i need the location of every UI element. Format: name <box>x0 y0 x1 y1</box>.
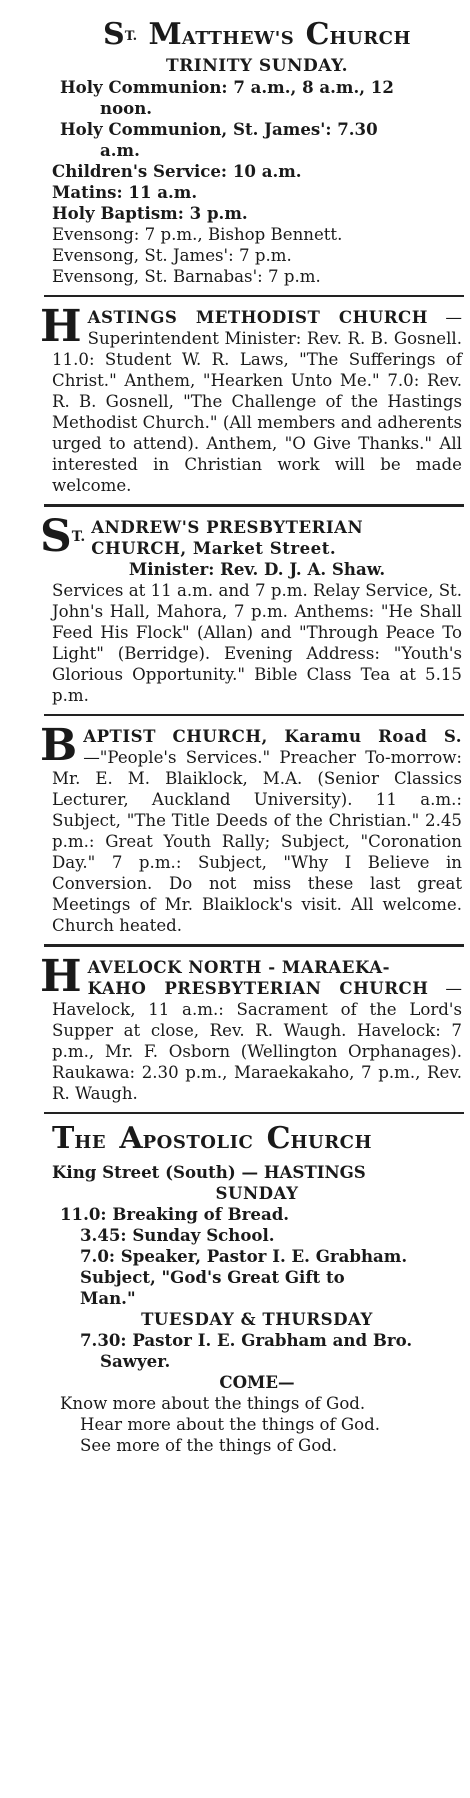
baptist-body: —"People's Services." Preacher To-morrow: Mr. E. M. Blaiklock, M.A. (Senior Classics Lecturer, Auckland University). 11 a.m.: Subject, "The Title Deeds of the Christian." 2.45 p.m.: Great Youth Rally; Subject, "Coronation Day." 7 p.m.: Subject, "Why I Believe in Conversion. Do not miss these last great Meetings of Mr. Blaiklock's visit. All welcome. Church heated. <box>52 748 462 935</box>
st-andrews-notice <box>0 511 470 706</box>
service-line: Holy Communion: 7 a.m., 8 a.m., 12 <box>60 77 394 97</box>
drop-cap-letter: S <box>40 511 72 562</box>
drop-cap: H <box>40 951 82 1002</box>
heading-rest: ATTHEW'S <box>181 28 295 49</box>
apostolic-item: Sawyer. <box>100 1351 171 1371</box>
drop-cap <box>40 511 86 562</box>
heading-initial: A <box>119 1121 143 1156</box>
apostolic-heading <box>52 1121 462 1162</box>
baptist-heading: APTIST CHURCH, Karamu Road S. <box>83 726 462 746</box>
apostolic-item: Man." <box>80 1288 136 1308</box>
havelock-body: —Havelock, 11 a.m.: Sacrament of the Lord's Supper at close, Rev. R. Waugh. Havelock: 7 p.m., Mr. F. Osborn (Wellington Orphanages). Raukawa: 2.30 p.m., Maraekakaho, 7 p.m., Rev. R. Waugh. <box>52 979 462 1103</box>
heading-rest: POSTOLIC <box>142 1132 254 1153</box>
heading-rest: HURCH <box>329 28 411 49</box>
service-line: Children's Service: 10 a.m. <box>52 161 302 181</box>
column-divider <box>44 504 464 507</box>
apostolic-come: COME— <box>219 1372 295 1392</box>
drop-cap-sup: T. <box>71 529 86 545</box>
st-matthews-notice <box>0 17 470 287</box>
apostolic-item: Subject, "God's Great Gift to <box>80 1267 345 1287</box>
hastings-methodist-body: —Superintendent Minister: Rev. R. B. Gosnell. 11.0: Student W. R. Laws, "The Sufferings of Christ." Anthem, "Hearken Unto Me." 7.0: Rev. R. B. Gosnell, "The Challenge of the Hastings Methodist Church." (All members and adherents urged to attend). Anthem, "O Give Thanks." All interested in Christian work will be made welcome. <box>52 308 463 495</box>
havelock-notice <box>0 951 470 1104</box>
heading-rest: HE <box>74 1132 107 1153</box>
st-andrews-body: Services at 11 a.m. and 7 p.m. Relay Service, St. John's Hall, Mahora, 7 p.m. Anthems: "He Shall Feed His Flock" (Allan) and "Through Peace To Light" (Berridge). Evening Address: "Youth's Glorious Opportunity." Bible Class Tea at 5.15 p.m. <box>52 581 462 705</box>
heading-initial: S <box>103 17 125 52</box>
apostolic-address: King Street (South) — HASTINGS <box>52 1162 366 1182</box>
heading-sup: T. <box>124 29 138 44</box>
heading-initial: M <box>148 17 182 52</box>
apostolic-item: 11.0: Breaking of Bread. <box>60 1204 290 1224</box>
service-line: Evensong: 7 p.m., Bishop Bennett. <box>52 225 343 244</box>
st-matthews-subtitle: TRINITY SUNDAY. <box>165 56 348 76</box>
heading-line: KAHO PRESBYTERIAN CHURCH <box>87 978 429 998</box>
havelock-text <box>40 951 462 1104</box>
service-line: Holy Communion, St. James': 7.30 <box>60 119 378 139</box>
service-line: Holy Baptism: 3 p.m. <box>52 203 248 223</box>
column-divider <box>44 714 464 716</box>
apostolic-weekday: TUESDAY & THURSDAY <box>141 1309 373 1329</box>
drop-cap: H <box>40 301 82 352</box>
service-line: Matins: 11 a.m. <box>52 182 198 202</box>
apostolic-sunday: SUNDAY <box>215 1183 299 1203</box>
heading-line: CHURCH, Market Street. <box>91 538 337 558</box>
heading-line: ANDREW'S PRESBYTERIAN <box>91 517 364 537</box>
st-andrews-minister: Minister: Rev. D. J. A. Shaw. <box>128 559 386 579</box>
drop-cap: B <box>40 720 78 771</box>
heading-initial: T <box>52 1121 75 1156</box>
apostolic-item: 3.45: Sunday School. <box>80 1225 275 1245</box>
heading-initial: C <box>266 1121 291 1156</box>
st-andrews-heading <box>40 511 462 562</box>
apostolic-item: 7.30: Pastor I. E. Grabham and Bro. <box>80 1330 413 1350</box>
service-line: a.m. <box>100 140 140 160</box>
service-line: Evensong, St. Barnabas': 7 p.m. <box>52 267 321 286</box>
service-line: Evensong, St. James': 7 p.m. <box>52 246 292 265</box>
baptist-notice <box>0 720 470 936</box>
baptist-text <box>40 720 462 936</box>
service-line: noon. <box>100 98 153 118</box>
heading-initial: C <box>305 17 330 52</box>
hastings-methodist-text <box>40 301 463 496</box>
hastings-methodist-heading: ASTINGS METHODIST CHURCH <box>87 307 428 327</box>
apostolic-closing-line: Hear more about the things of God. <box>80 1415 381 1434</box>
st-matthews-heading <box>52 17 462 56</box>
heading-line: AVELOCK NORTH - MARAEKA- <box>87 957 390 977</box>
column-divider <box>44 295 464 297</box>
hastings-methodist-notice <box>0 301 470 496</box>
apostolic-closing-line: See more of the things of God. <box>80 1436 338 1455</box>
heading-rest: HURCH <box>290 1132 372 1153</box>
apostolic-closing-line: Know more about the things of God. <box>60 1394 366 1413</box>
column-divider <box>44 1112 464 1114</box>
apostolic-item: 7.0: Speaker, Pastor I. E. Grabham. <box>80 1246 408 1266</box>
apostolic-notice <box>0 1121 470 1456</box>
column-divider <box>44 944 464 947</box>
